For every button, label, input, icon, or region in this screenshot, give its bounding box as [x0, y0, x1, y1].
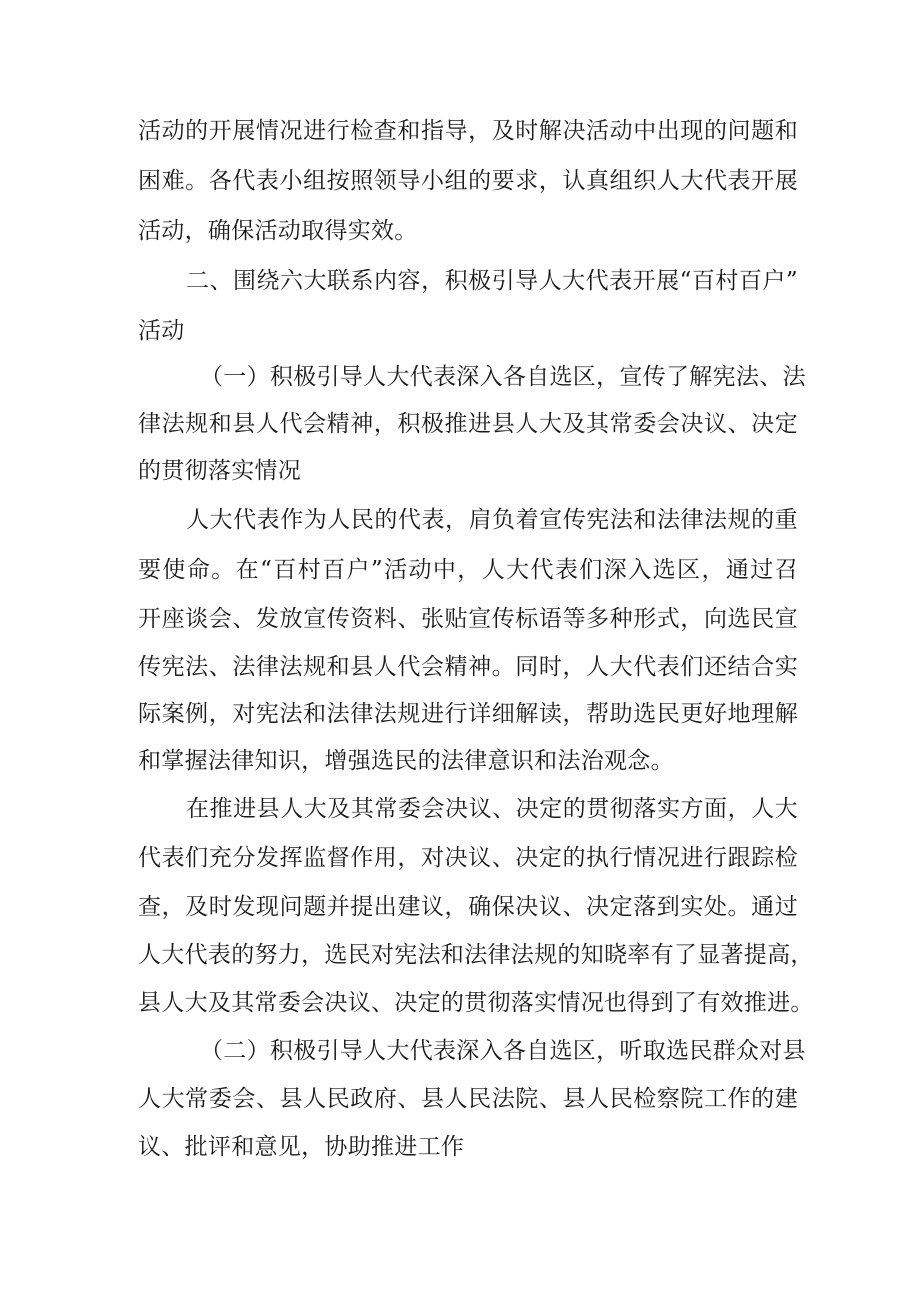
subsection-heading: 议、批评和意见，协助推进工作 — [138, 1134, 465, 1160]
subsection-heading: 律法规和县人代会精神，积极推进县人大及其常委会决议、决定 — [138, 411, 798, 437]
text-line: 人大代表作为人民的代表，肩负着宣传宪法和法律法规的重 — [186, 507, 798, 533]
text-line: 代表们充分发挥监督作用，对决议、决定的执行情况进行跟踪检 — [138, 845, 798, 871]
text-line: 要使命。在“百村百户”活动中，人大代表们深入选区，通过召 — [138, 557, 798, 583]
subsection-heading: 的贯彻落实情况 — [138, 458, 302, 484]
text-line: 活动的开展情况进行检查和指导，及时解决活动中出现的问题和 — [138, 118, 798, 144]
text-line: 和掌握法律知识，增强选民的法律意识和法治观念。 — [138, 748, 674, 774]
subsection-heading: （二）积极引导人大代表深入各自选区，听取选民群众对县 — [200, 1038, 806, 1064]
section-heading: 二、围绕六大联系内容，积极引导人大代表开展“百村百户” — [186, 268, 798, 294]
text-line: 开座谈会、发放宣传资料、张贴宣传标语等多种形式，向选民宣 — [138, 606, 798, 632]
text-line: 际案例，对宪法和法律法规进行详细解读，帮助选民更好地理解 — [138, 701, 798, 727]
text-line: 县人大及其常委会决议、决定的贯彻落实情况也得到了有效推进。 — [138, 990, 814, 1016]
text-line: 查，及时发现问题并提出建议，确保决议、决定落到实处。通过 — [138, 894, 798, 920]
text-line: 活动，确保活动取得实效。 — [138, 218, 418, 244]
text-line: 传宪法、法律法规和县人代会精神。同时，人大代表们还结合实 — [138, 654, 798, 680]
subsection-heading: （一）积极引导人大代表深入各自选区，宣传了解宪法、法 — [200, 364, 806, 390]
section-heading: 活动 — [138, 318, 185, 344]
text-line: 在推进县人大及其常委会决议、决定的贯彻落实方面，人大 — [186, 796, 798, 822]
text-line: 人大代表的努力，选民对宪法和法律法规的知晓率有了显著提高， — [138, 942, 814, 968]
text-line: 困难。各代表小组按照领导小组的要求，认真组织人大代表开展 — [138, 168, 798, 194]
subsection-heading: 人大常委会、县人民政府、县人民法院、县人民检察院工作的建 — [138, 1086, 798, 1112]
